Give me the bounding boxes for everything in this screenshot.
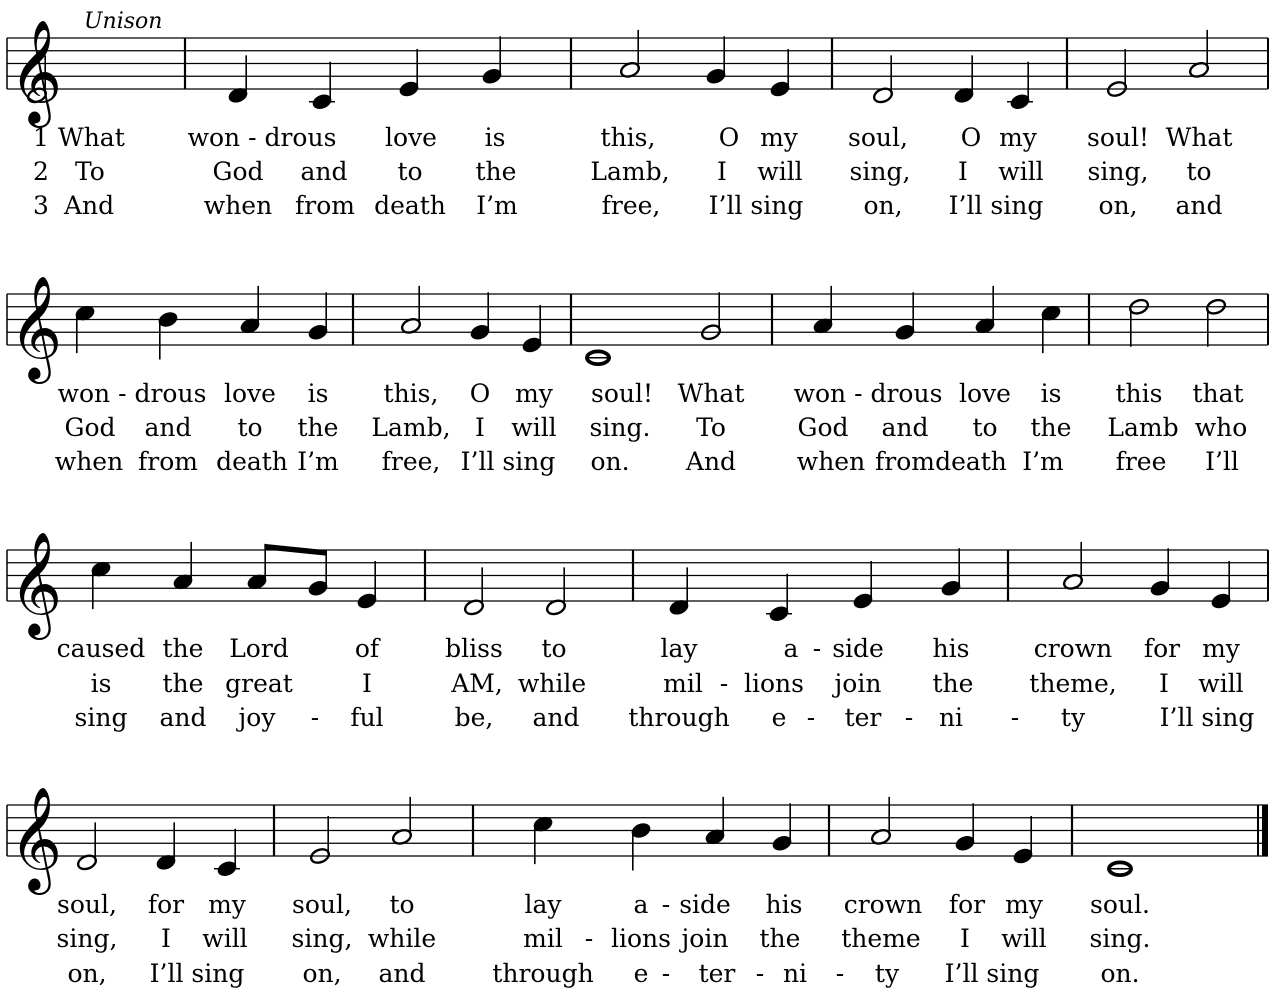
note [668, 567, 690, 616]
note [619, 30, 641, 79]
lyric-line-verse-1 [58, 379, 1244, 408]
lyric-syllable: to [237, 413, 263, 442]
note [90, 560, 112, 609]
lyric-syllable: ter [698, 959, 736, 988]
lyric-syllable: death [374, 191, 446, 220]
treble-clef-icon: 𝄞 [9, 275, 63, 380]
lyric-syllable: 3 [33, 191, 49, 220]
lyric-line-verse-3 [33, 191, 1223, 220]
lyric-syllable: to [1186, 157, 1212, 186]
lyric-syllable: who [1194, 413, 1248, 442]
lyric-syllable: on, [1098, 191, 1138, 220]
note [76, 822, 98, 871]
lyric-syllable: - [584, 924, 594, 953]
lyric-syllable: the [162, 634, 204, 663]
lyric-syllable: my [1202, 634, 1240, 663]
note [771, 803, 793, 852]
lyric-syllable: AM, [451, 669, 503, 698]
lyric-syllable: love [224, 379, 276, 408]
lyric-syllable: theme [841, 924, 921, 953]
lyric-syllable: for [948, 890, 986, 919]
lyric-syllable: the [759, 924, 801, 953]
lyric-syllable: soul, [57, 890, 117, 919]
note [172, 542, 194, 591]
lyric-syllable: will [1198, 669, 1244, 698]
lyric-line-verse-2 [57, 924, 1151, 953]
lyric-syllable: love [385, 123, 437, 152]
lyric-syllable: when [796, 447, 866, 476]
lyric-syllable: side [679, 890, 731, 919]
lyric-syllable: will [757, 157, 803, 186]
lyric-syllable: lay [524, 890, 562, 919]
lyric-syllable: death [935, 447, 1007, 476]
note [769, 49, 791, 98]
lyric-line-verse-1 [33, 123, 1232, 152]
lyric-syllable: e [771, 703, 787, 732]
lyric-syllable: and [159, 703, 207, 732]
lyric-syllable: O [469, 379, 491, 408]
treble-clef-icon: 𝄞 [9, 531, 63, 636]
lyric-syllable: through [492, 959, 594, 988]
lyric-line-verse-3 [75, 703, 1255, 732]
lyric-syllable: a [633, 890, 649, 919]
note [953, 55, 975, 104]
lyric-syllable: his [765, 890, 803, 919]
lyric-syllable: theme, [1029, 669, 1117, 698]
lyric-syllable: sing. [1089, 924, 1151, 953]
lyric-syllable: is [1040, 379, 1062, 408]
treble-clef-icon: 𝄞 [9, 19, 63, 124]
lyric-syllable: on, [863, 191, 903, 220]
lyric-syllable: sing [74, 703, 128, 732]
lyric-syllable: and [300, 157, 348, 186]
lyric-syllable: to [397, 157, 423, 186]
lyric-syllable: And [64, 191, 115, 220]
lyric-syllable: 1 [33, 123, 49, 152]
note [852, 561, 874, 610]
lyric-line-verse-1 [57, 634, 1241, 663]
note [954, 803, 976, 852]
lyric-syllable: To [696, 413, 726, 442]
note [1040, 304, 1062, 353]
lyric-syllable: and [378, 959, 426, 988]
lyric-syllable: won - drous [793, 379, 943, 408]
lyric-syllable: join [681, 924, 729, 953]
note [1007, 62, 1033, 111]
lyric-syllable: ful [350, 703, 384, 732]
note [630, 821, 652, 870]
lyric-syllable: lay [660, 634, 698, 663]
lyric-syllable: from [295, 191, 355, 220]
lyric-line-verse-1 [57, 890, 1150, 919]
lyric-syllable: join [834, 669, 882, 698]
lyric-syllable: 2 [33, 157, 49, 186]
note [1210, 561, 1232, 610]
lyric-syllable: - [661, 959, 671, 988]
note [1188, 30, 1210, 79]
lyric-syllable: And [685, 447, 737, 476]
lyric-syllable: I [717, 157, 727, 186]
lyric-syllable: - [661, 890, 671, 919]
lyric-syllable: What [58, 123, 125, 152]
lyric-syllable: God [212, 157, 264, 186]
note [585, 351, 611, 364]
lyric-syllable: e [633, 959, 649, 988]
note [766, 574, 792, 623]
note [227, 55, 249, 104]
note [700, 292, 722, 341]
lyric-syllable: crown [843, 890, 923, 919]
lyric-syllable: ter [844, 703, 882, 732]
lyric-syllable: soul! [590, 379, 654, 408]
lyric-syllable: won - drous [57, 379, 207, 408]
lyric-syllable: for [1143, 634, 1181, 663]
lyric-syllable: O [960, 123, 982, 152]
lyric-syllable: for [147, 890, 185, 919]
lyric-syllable: - [310, 703, 320, 732]
note [214, 829, 240, 878]
lyric-syllable: Lord [229, 634, 289, 663]
note [812, 286, 834, 335]
note [307, 292, 329, 341]
lyric-syllable: will [1001, 924, 1047, 953]
lyric-syllable: crown [1033, 634, 1113, 663]
lyric-syllable: to [972, 413, 998, 442]
lyric-syllable: death [216, 447, 288, 476]
lyric-syllable: the [162, 669, 204, 698]
beam [264, 544, 327, 556]
lyric-syllable: and [1175, 191, 1223, 220]
lyric-syllable: - [835, 959, 845, 988]
lyric-syllable: sing, [291, 924, 353, 953]
lyric-syllable: on, [302, 959, 342, 988]
lyric-syllable: will [998, 157, 1044, 186]
lyric-syllable: I’ll sing [708, 191, 804, 220]
lyric-syllable: To [75, 157, 105, 186]
note [1062, 542, 1084, 591]
lyric-syllable: Lamb, [371, 413, 451, 442]
note [246, 544, 268, 591]
lyric-syllable: a [783, 634, 799, 663]
lyric-syllable: won - drous [187, 123, 337, 152]
lyric-line-verse-3 [67, 959, 1139, 988]
lyric-syllable: on. [590, 447, 630, 476]
lyric-syllable: his [932, 634, 970, 663]
lyric-line-verse-2 [64, 413, 1247, 442]
note [1205, 298, 1227, 347]
note [532, 815, 554, 864]
lyric-syllable: I’ll [1205, 447, 1239, 476]
note [469, 292, 491, 341]
lyric-syllable: O [718, 123, 740, 152]
lyric-syllable: I’ll sing [149, 959, 245, 988]
lyric-syllable: be, [454, 703, 494, 732]
lyric-syllable: of [354, 634, 380, 663]
note [940, 548, 962, 597]
lyric-syllable: sing, [849, 157, 911, 186]
lyric-syllable: God [797, 413, 849, 442]
lyric-syllable: free, [601, 191, 661, 220]
lyric-syllable: - [719, 669, 729, 698]
lyric-syllable: my [1005, 890, 1043, 919]
lyric-syllable: the [1030, 413, 1072, 442]
note [309, 816, 331, 865]
note [521, 305, 543, 354]
system-2 [7, 275, 1268, 476]
lyric-syllable: joy [238, 703, 276, 732]
note [870, 797, 892, 846]
system-4 [7, 786, 1268, 988]
lyric-syllable: ni [782, 959, 808, 988]
note [309, 62, 335, 111]
lyric-syllable: I [161, 924, 171, 953]
note [705, 36, 727, 85]
lyric-syllable: my [999, 123, 1037, 152]
note [872, 55, 894, 104]
note [1012, 816, 1034, 865]
lyric-syllable: side [832, 634, 884, 663]
lyric-syllable: my [760, 123, 798, 152]
lyric-syllable: I’m [297, 447, 339, 476]
lyric-syllable: from [875, 447, 935, 476]
note [307, 550, 329, 597]
lyric-syllable: the [932, 669, 974, 698]
lyric-syllable: God [64, 413, 116, 442]
lyric-syllable: bliss [445, 634, 503, 663]
lyric-syllable: my [515, 379, 553, 408]
lyric-syllable: Lamb [1107, 413, 1179, 442]
lyric-syllable: - [806, 703, 816, 732]
lyric-syllable: the [475, 157, 517, 186]
lyric-syllable: and [532, 703, 580, 732]
lyric-syllable: from [138, 447, 198, 476]
lyric-syllable: is [90, 669, 112, 698]
lyric-syllable: ty [1060, 703, 1086, 732]
lyric-syllable: soul! [1086, 123, 1150, 152]
note [155, 822, 177, 871]
lyric-syllable: lions [744, 669, 804, 698]
tempo-marking: Unison [84, 9, 163, 34]
lyric-syllable: soul, [292, 890, 352, 919]
note [239, 286, 261, 335]
staff [7, 294, 1268, 345]
lyric-syllable: mil [523, 924, 563, 953]
note [398, 49, 420, 98]
note [894, 292, 916, 341]
lyric-syllable: free, [381, 447, 441, 476]
lyric-syllable: while [367, 924, 437, 953]
lyric-syllable: that [1192, 379, 1244, 408]
lyric-syllable: will [202, 924, 248, 953]
note [391, 797, 413, 846]
lyric-syllable: to [541, 634, 567, 663]
note [1149, 548, 1171, 597]
system-3 [7, 531, 1268, 732]
lyric-syllable: soul. [1090, 890, 1150, 919]
lyric-syllable: ni [938, 703, 964, 732]
systems [7, 19, 1268, 988]
lyric-syllable: lions [611, 924, 671, 953]
lyric-syllable: I’m [1022, 447, 1064, 476]
lyric-syllable: my [208, 890, 246, 919]
lyric-syllable: is [484, 123, 506, 152]
lyric-syllable: I [362, 669, 372, 698]
note [1106, 49, 1128, 98]
lyric-syllable: What [677, 379, 745, 408]
lyric-syllable: I [1159, 669, 1169, 698]
note [1128, 298, 1150, 347]
lyric-syllable: - [904, 703, 914, 732]
lyric-syllable: through [628, 703, 730, 732]
note [1107, 862, 1133, 875]
note [157, 310, 179, 359]
lyric-syllable: What [1165, 123, 1233, 152]
lyric-syllable: sing. [589, 413, 651, 442]
lyric-syllable: this [1115, 379, 1163, 408]
lyric-line-verse-3 [55, 447, 1239, 476]
note [400, 286, 422, 335]
note [545, 567, 567, 616]
lyric-syllable: and [881, 413, 929, 442]
lyric-syllable: I [960, 924, 970, 953]
lyric-syllable: to [389, 890, 415, 919]
lyric-syllable: this, [600, 123, 656, 152]
lyric-syllable: I’ll sing [1159, 703, 1255, 732]
lyric-syllable: sing, [1087, 157, 1149, 186]
lyric-syllable: mil [663, 669, 703, 698]
lyric-syllable: when [203, 191, 273, 220]
lyric-syllable: ty [874, 959, 900, 988]
lyric-syllable: Lamb, [590, 157, 670, 186]
note [74, 304, 96, 353]
lyric-syllable: the [297, 413, 339, 442]
lyric-syllable: while [517, 669, 587, 698]
lyric-syllable: on. [1100, 959, 1140, 988]
lyric-syllable: and [144, 413, 192, 442]
lyric-syllable: sing, [56, 924, 118, 953]
lyric-syllable: I [958, 157, 968, 186]
note [481, 36, 503, 85]
note [356, 561, 378, 610]
lyric-syllable: on, [67, 959, 107, 988]
note [704, 797, 726, 846]
lyric-syllable: great [225, 669, 293, 698]
note [974, 286, 996, 335]
lyric-syllable: - [755, 959, 765, 988]
lyric-syllable: will [511, 413, 557, 442]
lyric-syllable: is [307, 379, 329, 408]
lyric-syllable: caused [56, 634, 146, 663]
lyric-syllable: this, [383, 379, 439, 408]
lyric-syllable: love [959, 379, 1011, 408]
lyric-syllable: - [812, 634, 822, 663]
treble-clef-icon: 𝄞 [9, 786, 63, 891]
lyric-syllable: I’ll sing [944, 959, 1040, 988]
lyric-syllable: - [1010, 703, 1020, 732]
lyric-syllable: free [1115, 447, 1167, 476]
lyric-line-verse-2 [91, 669, 1244, 698]
lyric-syllable: I’m [476, 191, 518, 220]
lyric-syllable: soul, [848, 123, 908, 152]
lyric-line-verse-2 [33, 157, 1212, 186]
lyric-syllable: I’ll sing [460, 447, 556, 476]
lyric-syllable: when [54, 447, 124, 476]
system-1 [7, 19, 1268, 220]
note [463, 567, 485, 616]
lyric-syllable: I [475, 413, 485, 442]
lyric-syllable: I’ll sing [948, 191, 1044, 220]
